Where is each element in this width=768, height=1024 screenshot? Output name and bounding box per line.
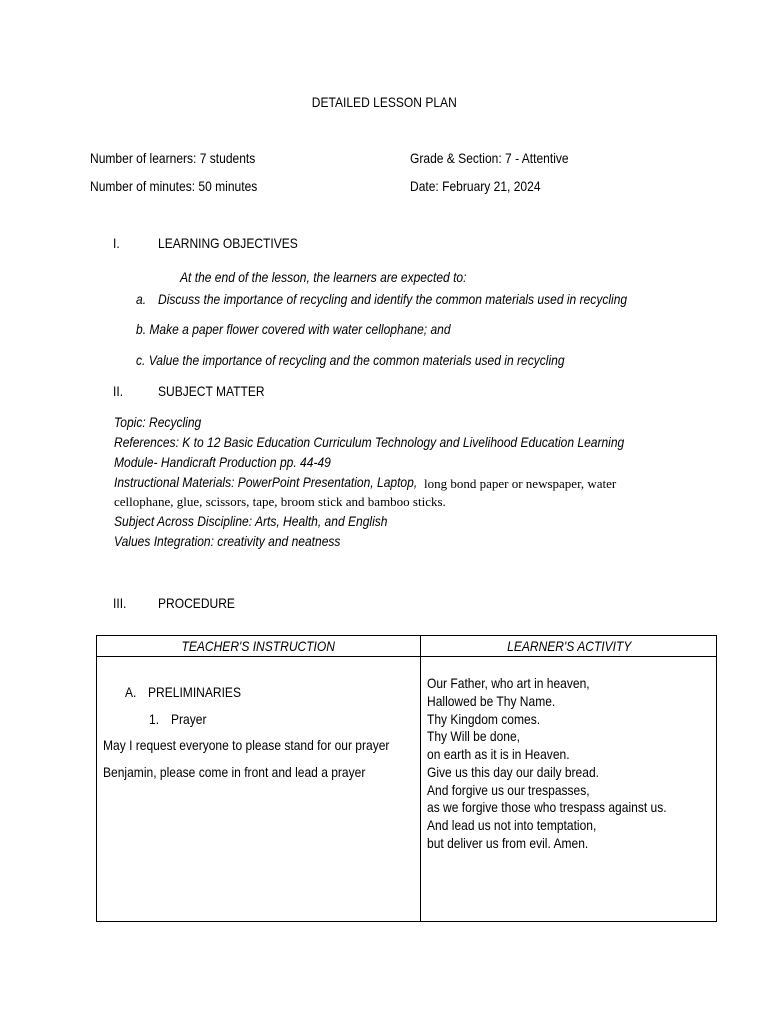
prayer-line-text: Our Father, who art in heaven, <box>427 675 590 691</box>
objectives-numeral-text: I. <box>113 235 120 251</box>
objectives-heading <box>158 235 321 251</box>
lesson-date <box>410 178 562 194</box>
prayer-step-heading <box>171 711 212 727</box>
teacher-instruction-line-1-text: May I request everyone to please stand for our prayer <box>103 737 390 753</box>
prayer-line <box>427 711 559 727</box>
instructional-materials-serif-2 <box>114 494 446 510</box>
references-line-1 <box>114 434 707 450</box>
table-column-divider <box>420 636 421 921</box>
table-header-divider <box>97 656 716 657</box>
objective-a <box>158 291 703 307</box>
prayer-line-text: on earth as it is in Heaven. <box>427 746 570 762</box>
values-integration-text: Values Integration: creativity and neatness <box>114 533 341 549</box>
document-title-text: DETAILED LESSON PLAN <box>311 94 457 110</box>
prayer-step-marker <box>149 711 161 727</box>
prayer-line <box>427 782 616 798</box>
procedure-numeral-text: III. <box>113 595 127 611</box>
prayer-step-marker-text: 1. <box>149 711 160 727</box>
grade-section-text: Grade & Section: 7 - Attentive <box>410 150 569 166</box>
prayer-line-text: And lead us not into temptation, <box>427 817 597 833</box>
prayer-line <box>427 817 624 833</box>
document-title <box>0 94 768 110</box>
prayer-step-heading-text: Prayer <box>171 711 207 727</box>
objectives-numeral <box>113 235 121 251</box>
procedure-table <box>96 635 717 922</box>
prayer-line-text: Thy Kingdom comes. <box>427 711 541 727</box>
header-teacher-instruction-text: TEACHER'S INSTRUCTION <box>181 638 336 654</box>
subject-matter-heading <box>158 383 282 399</box>
instructional-materials-serif-1 <box>424 476 616 492</box>
references-line-1-text: References: K to 12 Basic Education Curriculum Technology and Livelihood Education Learning <box>114 434 625 450</box>
instructional-materials-label: Instructional Materials: PowerPoint Presentation, Laptop, <box>114 474 418 490</box>
preliminaries-marker-text: A. <box>125 684 137 700</box>
prayer-line-text: Give us this day our daily bread. <box>427 764 599 780</box>
objective-a-text: Discuss the importance of recycling and identify the common materials used in recycling <box>158 291 628 307</box>
instructional-materials-serif-2-text: cellophane, glue, scissors, tape, broom stick and bamboo sticks. <box>114 494 446 509</box>
preliminaries-marker <box>125 684 138 700</box>
prayer-line <box>427 799 706 815</box>
prayer-line <box>427 835 615 851</box>
subject-across-discipline-text: Subject Across Discipline: Arts, Health, and English <box>114 513 388 529</box>
objective-c <box>136 352 634 368</box>
objectives-intro <box>180 269 513 285</box>
instructional-materials-serif-1-text: long bond paper or newspaper, water <box>424 476 617 491</box>
prayer-line-text: as we forgive those who trespass against us. <box>427 799 667 815</box>
lesson-date-text: Date: February 21, 2024 <box>410 178 541 194</box>
procedure-numeral <box>113 595 129 611</box>
subject-across-discipline <box>114 513 432 529</box>
topic-text: Topic: Recycling <box>114 414 202 430</box>
prayer-line-text: Thy Will be done, <box>427 728 521 744</box>
objective-b <box>136 321 502 337</box>
objective-a-marker-text: a. <box>136 291 147 307</box>
learners-count <box>90 150 282 166</box>
objective-a-marker <box>136 291 148 307</box>
subject-matter-heading-text: SUBJECT MATTER <box>158 383 265 399</box>
minutes-count-text: Number of minutes: 50 minutes <box>90 178 258 194</box>
prayer-line-text: but deliver us from evil. Amen. <box>427 835 589 851</box>
teacher-instruction-line-2-text: Benjamin, please come in front and lead a prayer <box>103 764 366 780</box>
preliminaries-heading-text: PRELIMINARIES <box>148 684 242 700</box>
references-line-2 <box>114 454 366 470</box>
minutes-count <box>90 178 285 194</box>
grade-section <box>410 150 594 166</box>
prayer-line <box>427 746 593 762</box>
prayer-line <box>427 764 627 780</box>
instructional-materials-line-1 <box>114 474 467 492</box>
teacher-instruction-line-1 <box>103 737 436 753</box>
subject-matter-numeral <box>113 383 125 399</box>
teacher-instruction-line-2 <box>103 764 408 780</box>
header-learner-activity-text: LEARNER'S ACTIVITY <box>506 638 632 654</box>
objective-c-text: c. Value the importance of recycling and the common materials used in recycling <box>136 352 565 368</box>
values-integration <box>114 533 377 549</box>
subject-matter-numeral-text: II. <box>113 383 124 399</box>
prayer-line-text: Hallowed be Thy Name. <box>427 693 556 709</box>
learners-count-text: Number of learners: 7 students <box>90 150 256 166</box>
header-teacher-instruction <box>97 637 420 656</box>
objective-b-text: b. Make a paper flower covered with water cellophane; and <box>136 321 451 337</box>
references-line-2-text: Module- Handicraft Production pp. 44-49 <box>114 454 331 470</box>
procedure-heading-text: PROCEDURE <box>158 595 235 611</box>
header-learner-activity <box>421 637 717 656</box>
prayer-line-text: And forgive us our trespasses, <box>427 782 590 798</box>
preliminaries-heading <box>148 684 256 700</box>
objectives-heading-text: LEARNING OBJECTIVES <box>158 235 298 251</box>
prayer-line <box>427 728 535 744</box>
prayer-line <box>427 675 616 691</box>
procedure-heading <box>158 595 247 611</box>
prayer-line <box>427 693 576 709</box>
objectives-intro-text: At the end of the lesson, the learners are expected to: <box>180 269 467 285</box>
topic <box>114 414 215 430</box>
